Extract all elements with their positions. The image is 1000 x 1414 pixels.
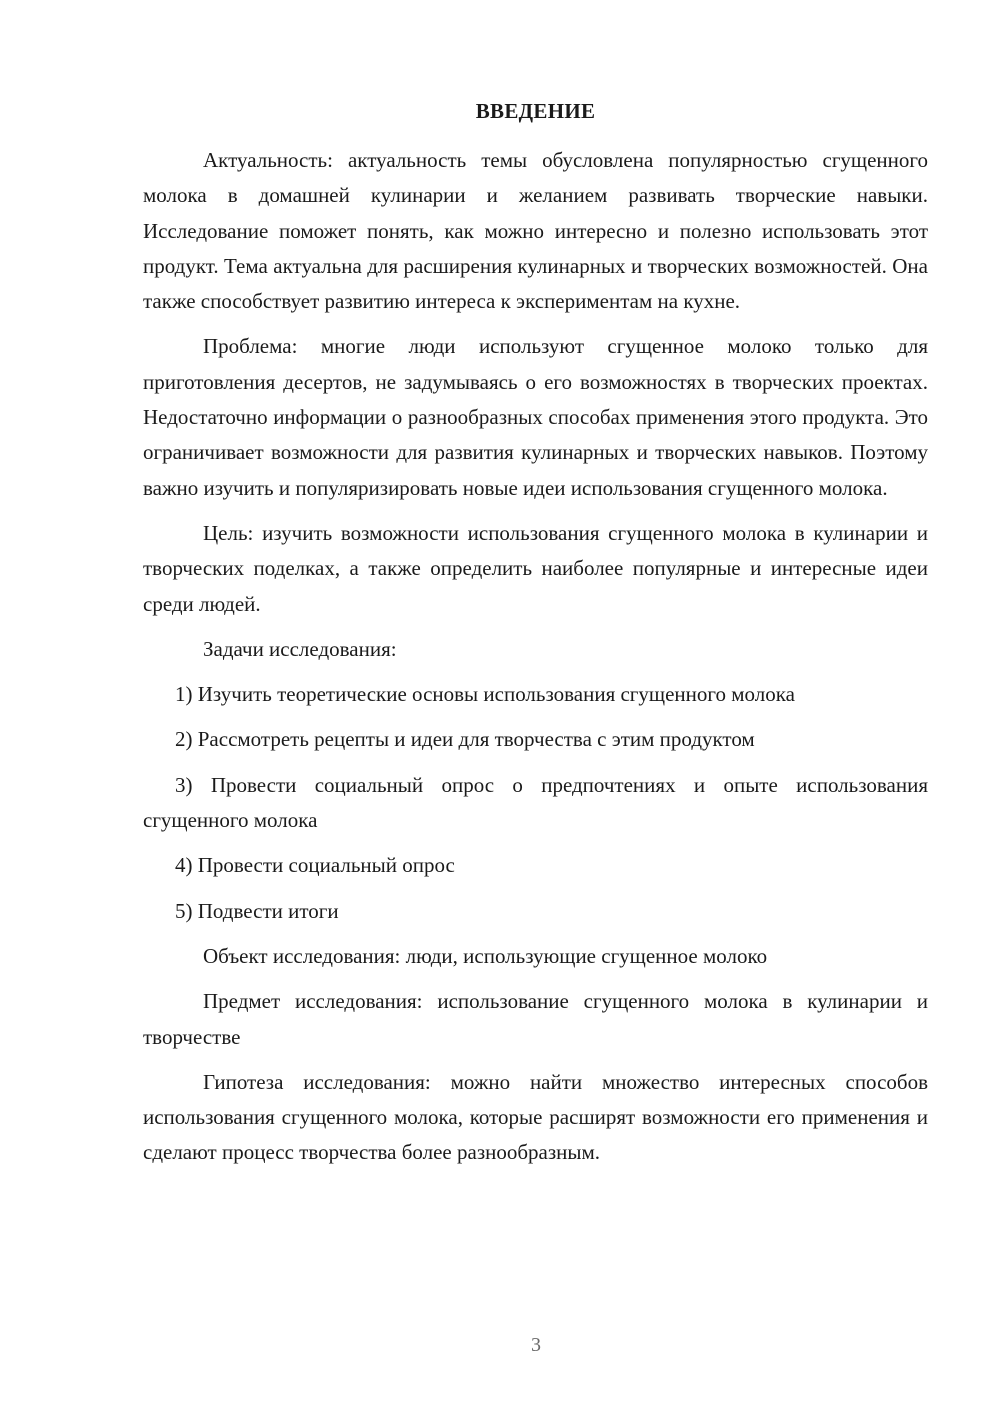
problem-paragraph: Проблема: многие люди используют сгущенное молоко только для приготовления десертов, не задумываясь о его возможностях в творческих проектах. Недостаточно информации о разнообразных способах применения этого продукта. Это ограничивает возможности для развития кулинарных и творческих навыков. Поэтому важно изучить и популяризировать новые идеи использования сгущенного молока. [143,334,928,500]
section-title: ВВЕДЕНИЕ [475,99,596,123]
task-item: 1) Изучить теоретические основы использования сгущенного молока [175,682,795,707]
task-item: 4) Провести социальный опрос [175,853,455,878]
task-item: 3) Провести социальный опрос о предпочтениях и опыте использования сгущенного молока [143,772,928,833]
document-page [143,95,928,1181]
research-subject-paragraph: Предмет исследования: использование сгущенного молока в кулинарии и творчестве [143,989,928,1049]
task-item: 5) Подвести итоги [175,898,339,923]
task-item: 2) Рассмотреть рецепты и идеи для творчества с этим продуктом [175,727,755,752]
tasks-heading: Задачи исследования: [203,636,397,661]
hypothesis-paragraph: Гипотеза исследования: можно найти множество интересных способов использования сгущенного молока, которые расширят возможности его применения и сделают процесс творчества более разнообразным. [143,1069,928,1165]
relevance-paragraph: Актуальность: актуальность темы обусловлена популярностью сгущенного молока в домашней кулинарии и желанием развивать творческие навыки. Исследование поможет понять, как можно интересно и полезно использовать этот продукт. Тема актуальна для расширения кулинарных и творческих возможностей. Она также способствует развитию интереса к экспериментам на кухне. [143,148,928,314]
research-object-paragraph: Объект исследования: люди, использующие сгущенное молоко [203,943,768,968]
goal-paragraph: Цель: изучить возможности использования сгущенного молока в кулинарии и творческих поделках, а также определить наиболее популярные и интересные идеи среди людей. [143,520,928,616]
page-number: 3 [531,1334,541,1356]
